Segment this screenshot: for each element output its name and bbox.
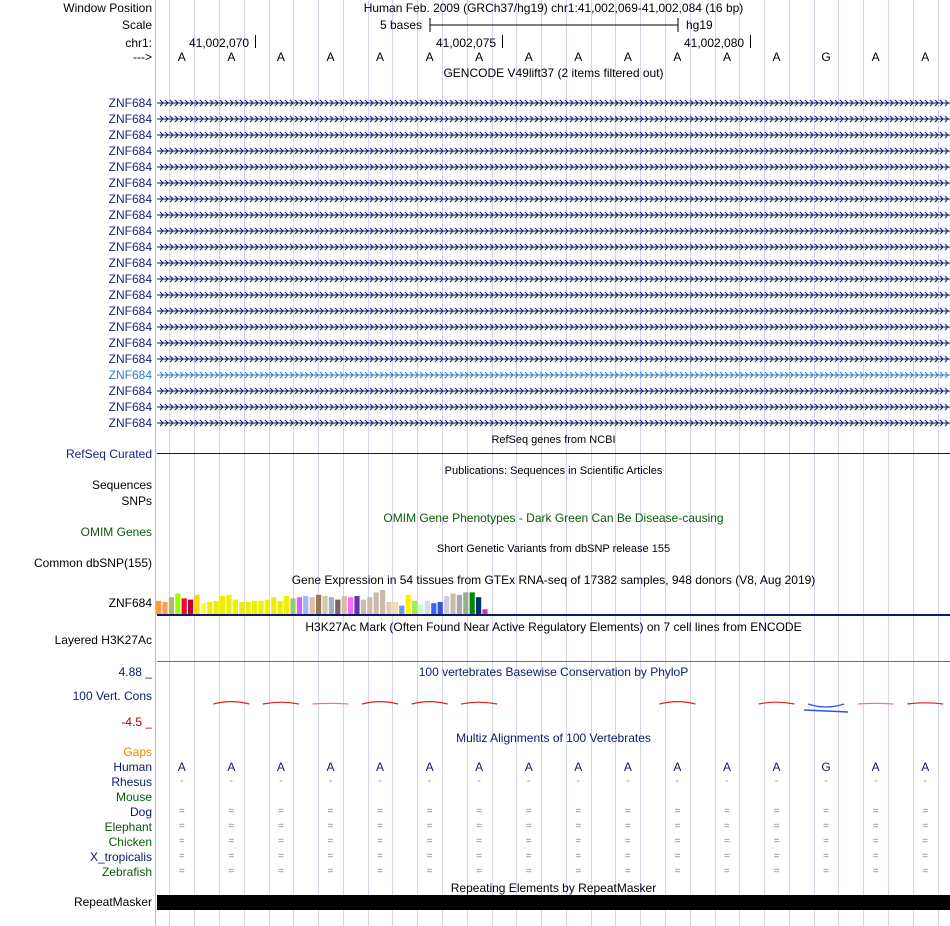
sequence-base: A [276, 50, 285, 64]
gene-model-line[interactable] [157, 146, 950, 156]
gencode-title: GENCODE V49lift37 (2 items filtered out) [443, 66, 664, 80]
alignment-base: A [276, 760, 285, 774]
alignment-mark: = [922, 806, 929, 817]
alignment-mark: = [327, 836, 334, 847]
alignment-mark: = [228, 851, 235, 862]
species-label[interactable]: X_tropicalis [89, 850, 152, 864]
sequence-base: A [177, 50, 186, 64]
ruler-position-3: 41,002,080 [684, 36, 745, 50]
gtex-tissue-bar [470, 592, 475, 614]
alignment-mark: - [873, 776, 878, 787]
gtex-tissue-bar [201, 603, 206, 614]
alignment-base: A [376, 760, 385, 774]
sequence-base: A [722, 50, 731, 64]
gtex-tissue-bar [463, 592, 468, 614]
alignment-base: A [475, 760, 484, 774]
alignment-mark: = [178, 851, 185, 862]
gtex-tissue-bar [393, 602, 398, 614]
conservation-wiggle[interactable] [0, 690, 950, 720]
species-label[interactable]: Elephant [104, 820, 152, 834]
gtex-tissue-bar [207, 602, 212, 614]
gtex-tissue-bar [265, 600, 270, 614]
sequence-base: A [623, 50, 632, 64]
gene-model-line[interactable] [157, 258, 950, 268]
gtex-label[interactable]: ZNF684 [108, 596, 152, 610]
gtex-tissue-bar [290, 598, 295, 614]
gene-model-line[interactable] [157, 322, 950, 332]
refseq-label[interactable]: RefSeq Curated [65, 447, 152, 461]
alignment-mark: = [624, 806, 631, 817]
gene-label[interactable]: ZNF684 [108, 96, 152, 110]
alignment-mark: = [773, 806, 780, 817]
alignment-mark: = [823, 866, 830, 877]
gtex-tissue-bar [335, 600, 340, 614]
alignment-mark: = [426, 866, 433, 877]
refseq-line [157, 453, 950, 454]
gtex-tissue-bar [310, 597, 315, 614]
alignment-base: A [871, 760, 880, 774]
gene-model-line[interactable] [157, 338, 950, 348]
gtex-tissue-bar [169, 597, 174, 614]
gene-label[interactable]: ZNF684 [108, 256, 152, 270]
gene-model-line[interactable] [157, 130, 950, 140]
sequence-base: A [475, 50, 484, 64]
alignment-mark: = [575, 866, 582, 877]
gtex-tissue-bar [271, 597, 276, 614]
alignment-base: A [574, 760, 583, 774]
alignment-mark: = [773, 836, 780, 847]
alignment-mark: = [724, 866, 730, 877]
alignment-mark: - [279, 776, 283, 787]
conservation-title: 100 vertebrates Basewise Conservation by PhyloP [418, 665, 689, 679]
alignment-mark: = [624, 821, 631, 832]
alignment-mark: = [228, 821, 235, 832]
alignment-mark: = [575, 821, 582, 832]
gtex-tissue-bar [438, 602, 443, 614]
alignment-mark: = [277, 806, 284, 817]
gtex-tissue-bar [175, 594, 180, 614]
gene-model-line[interactable] [157, 194, 950, 204]
species-label[interactable]: Dog [129, 805, 152, 819]
scale-assembly: hg19 [686, 18, 713, 32]
gene-model-line[interactable] [157, 386, 950, 396]
alignment-mark: = [525, 836, 532, 847]
species-label[interactable]: Human [113, 760, 152, 774]
scale-bar [428, 16, 680, 34]
alignment-base: G [821, 760, 831, 774]
gene-label[interactable]: ZNF684 [108, 352, 152, 366]
gene-label[interactable]: ZNF684 [108, 304, 152, 318]
sequence-base: A [376, 50, 385, 64]
h3k27ac-label[interactable]: Layered H3K27Ac [54, 633, 152, 647]
conservation-segment [263, 702, 299, 704]
alignment-mark: = [377, 836, 383, 847]
alignment-mark: = [426, 821, 433, 832]
alignment-mark: = [922, 866, 929, 877]
strand-label: ---> [133, 50, 152, 64]
gene-label[interactable]: ZNF684 [108, 176, 152, 190]
gtex-tissue-bar [194, 595, 199, 614]
alignment-mark: = [426, 806, 433, 817]
alignment-mark: = [426, 851, 433, 862]
gtex-tissue-bar [444, 596, 449, 614]
dbsnp-title: Short Genetic Variants from dbSNP release 155 [436, 543, 671, 555]
alignment-mark: = [228, 836, 235, 847]
gtex-tissue-bar [284, 596, 289, 614]
gene-label[interactable]: ZNF684 [108, 224, 152, 238]
ruler-position-1: 41,002,070 [189, 36, 250, 50]
gene-model-line[interactable] [157, 226, 950, 236]
h3k27ac-title: H3K27Ac Mark (Often Found Near Active Regulatory Elements) on 7 cell lines from ENCODE [305, 620, 802, 634]
alignment-mark: = [327, 866, 334, 877]
gene-label[interactable]: ZNF684 [108, 192, 152, 206]
alignment-mark: - [229, 776, 234, 787]
gtex-tissue-bar [322, 596, 327, 614]
alignment-mark: - [378, 776, 382, 787]
gene-model-line[interactable] [157, 370, 950, 380]
publications-title: Publications: Sequences in Scientific Articles [444, 465, 663, 477]
alignment-mark: = [624, 866, 631, 877]
species-label[interactable]: Rhesus [111, 775, 152, 789]
repeatmasker-label[interactable]: RepeatMasker [73, 895, 152, 909]
sequence-base: A [227, 50, 236, 64]
gtex-tissue-bar [246, 602, 251, 614]
gtex-tissue-bar [233, 600, 238, 614]
gtex-tissue-bar [156, 601, 161, 614]
sequence-base: A [772, 50, 781, 64]
alignment-mark: - [923, 776, 927, 787]
alignment-mark: = [872, 851, 879, 862]
alignment-mark: = [327, 821, 334, 832]
scale-label: Scale [121, 18, 152, 32]
gene-label[interactable]: ZNF684 [108, 240, 152, 254]
gtex-tissue-bar [220, 596, 225, 614]
gtex-tissue-bar [450, 594, 455, 614]
gene-label[interactable]: ZNF684 [108, 384, 152, 398]
gtex-tissue-bar [348, 597, 353, 614]
alignment-mark: = [178, 866, 185, 877]
alignment-base: A [921, 760, 930, 774]
alignment-mark: = [823, 851, 830, 862]
alignment-mark: = [525, 821, 532, 832]
alignment-mark: = [674, 851, 681, 862]
gtex-tissue-bar [188, 600, 193, 614]
alignment-mark: = [476, 866, 483, 877]
alignment-mark: = [228, 866, 235, 877]
conservation-label[interactable]: 100 Vert. Cons [72, 689, 152, 703]
alignment-mark: = [377, 806, 383, 817]
gtex-tissue-bar [252, 601, 257, 614]
alignment-mark: = [624, 836, 631, 847]
gtex-tissue-bar [303, 596, 308, 614]
omim-label[interactable]: OMIM Genes [80, 525, 152, 539]
alignment-base: A [772, 760, 781, 774]
alignment-mark: = [178, 806, 185, 817]
gene-model-line[interactable] [157, 274, 950, 284]
window-position-label: Window Position [63, 1, 152, 15]
gtex-tissue-bar [214, 601, 219, 614]
alignment-mark: = [377, 851, 383, 862]
gtex-tissue-bar [425, 601, 430, 614]
alignment-mark: - [824, 776, 828, 787]
alignment-mark: - [180, 776, 184, 787]
alignment-mark: - [725, 776, 729, 787]
alignment-base: A [623, 760, 632, 774]
alignment-base: A [524, 760, 533, 774]
alignment-mark: = [277, 836, 284, 847]
conservation-segment [759, 702, 795, 704]
gtex-tissue-bar [342, 596, 347, 614]
conservation-segment [362, 702, 398, 704]
gaps-label: Gaps [123, 745, 152, 759]
gtex-tissue-bar [162, 602, 167, 614]
ruler-ticks [0, 34, 950, 50]
chrom-label: chr1: [125, 36, 152, 50]
gtex-tissue-bar [386, 602, 391, 614]
alignment-mark: = [525, 806, 532, 817]
gtex-tissue-bar [406, 595, 411, 614]
alignment-mark: = [277, 866, 284, 877]
alignment-mark: = [872, 866, 879, 877]
gtex-tissue-bar [182, 598, 187, 614]
gtex-tissue-bar [316, 595, 321, 614]
gene-label[interactable]: ZNF684 [108, 160, 152, 174]
alignment-mark: = [377, 866, 383, 877]
gtex-tissue-bar [239, 602, 244, 614]
species-label[interactable]: Mouse [115, 790, 152, 804]
alignment-mark: = [426, 836, 433, 847]
alignment-mark: = [724, 821, 730, 832]
alignment-mark: = [277, 821, 284, 832]
alignment-mark: = [922, 821, 929, 832]
gene-model-line[interactable] [157, 402, 950, 412]
alignment-mark: - [477, 776, 481, 787]
alignment-mark: = [277, 851, 284, 862]
gtex-tissue-bar [329, 597, 334, 614]
conservation-segment [804, 710, 848, 712]
alignment-mark: - [328, 776, 333, 787]
snps-label[interactable]: SNPs [121, 494, 152, 508]
alignment-mark: = [823, 821, 830, 832]
alignment-mark: = [327, 806, 334, 817]
gene-model-line[interactable] [157, 114, 950, 124]
gtex-tissue-bar [457, 595, 462, 614]
gtex-tissue-bar [380, 590, 385, 614]
gtex-tissue-bar [431, 603, 436, 614]
alignment-mark: - [774, 776, 779, 787]
gene-label[interactable]: ZNF684 [108, 288, 152, 302]
alignment-mark: = [476, 851, 483, 862]
alignment-mark: = [575, 806, 582, 817]
alignment-mark: - [675, 776, 680, 787]
gene-model-line[interactable] [157, 242, 950, 252]
conservation-segment [213, 702, 249, 704]
gtex-tissue-bar [399, 606, 404, 614]
sequence-base: A [921, 50, 930, 64]
alignment-mark: = [823, 836, 830, 847]
gtex-baseline [157, 614, 950, 616]
gtex-tissue-bar [226, 595, 231, 614]
gene-model-line[interactable] [157, 418, 950, 428]
repeatmasker-block[interactable] [157, 895, 950, 910]
alignment-mark: = [178, 836, 185, 847]
alignment-mark: = [872, 821, 879, 832]
alignment-mark: = [922, 836, 929, 847]
cons-min-label: -4.5 _ [121, 715, 152, 729]
refseq-title: RefSeq genes from NCBI [491, 434, 616, 446]
alignment-mark: - [527, 776, 531, 787]
alignment-mark: = [327, 851, 334, 862]
alignment-mark: = [674, 821, 681, 832]
multiz-title: Multiz Alignments of 100 Vertebrates [456, 731, 651, 745]
repeatmasker-title: Repeating Elements by RepeatMasker [450, 881, 657, 895]
gtex-tissue-bar [476, 597, 481, 614]
alignment-mark: = [724, 836, 730, 847]
alignment-mark: = [724, 851, 730, 862]
alignment-mark: = [525, 866, 532, 877]
alignment-mark: - [576, 776, 580, 787]
sequence-base: A [326, 50, 335, 64]
gene-label[interactable]: ZNF684 [108, 112, 152, 126]
alignment-mark: = [674, 806, 681, 817]
gene-model-line[interactable] [157, 210, 950, 220]
gene-model-line[interactable] [157, 98, 950, 108]
alignment-mark: = [178, 821, 185, 832]
gtex-tissue-bar [278, 601, 283, 614]
conservation-segment [461, 702, 497, 704]
gene-model-line[interactable] [157, 178, 950, 188]
gene-label[interactable]: ZNF684 [108, 272, 152, 286]
gtex-tissue-bar [412, 601, 417, 614]
sequence-base: A [871, 50, 880, 64]
conservation-segment [659, 702, 695, 704]
sequence-base: A [524, 50, 533, 64]
gene-label[interactable]: ZNF684 [108, 416, 152, 430]
gene-label[interactable]: ZNF684 [108, 320, 152, 334]
gtex-tissue-bar [258, 601, 263, 614]
alignment-mark: - [626, 776, 630, 787]
h3k27ac-separator [157, 661, 950, 662]
conservation-segment [858, 703, 894, 704]
ruler-position-2: 41,002,075 [436, 36, 497, 50]
alignment-mark: = [872, 806, 879, 817]
alignment-mark: = [228, 806, 235, 817]
alignment-mark: = [575, 851, 582, 862]
alignment-mark: = [575, 836, 582, 847]
gtex-tissue-bar [354, 596, 359, 614]
gtex-tissue-bar [418, 604, 423, 614]
species-label[interactable]: Chicken [108, 835, 152, 849]
cons-max-label: 4.88 _ [118, 665, 152, 679]
scale-bases-text: 5 bases [380, 18, 423, 32]
gtex-tissue-bar [367, 597, 372, 614]
alignment-mark: = [872, 836, 879, 847]
sequence-base: G [821, 50, 831, 64]
omim-title: OMIM Gene Phenotypes - Dark Green Can Be Disease-causing [383, 511, 724, 525]
alignment-base: A [177, 760, 186, 774]
gene-model-line[interactable] [157, 306, 950, 316]
gene-label[interactable]: ZNF684 [108, 144, 152, 158]
species-label[interactable]: Zebrafish [101, 865, 152, 879]
alignment-mark: = [377, 821, 383, 832]
alignment-mark: = [476, 806, 483, 817]
alignment-mark: = [674, 866, 681, 877]
gene-model-line[interactable] [157, 290, 950, 300]
conservation-segment [412, 702, 448, 704]
alignment-mark: = [525, 851, 532, 862]
gtex-tissue-bar [361, 600, 366, 614]
gene-label[interactable]: ZNF684 [108, 208, 152, 222]
gene-label[interactable]: ZNF684 [108, 128, 152, 142]
alignment-mark: = [476, 836, 483, 847]
gtex-tissue-bar [297, 597, 302, 614]
alignment-mark: = [476, 821, 483, 832]
sequence-base: A [574, 50, 583, 64]
gene-label[interactable]: ZNF684 [108, 400, 152, 414]
gtex-tissue-bar [374, 592, 379, 614]
alignment-base: A [227, 760, 236, 774]
conservation-segment [907, 703, 943, 704]
conservation-segment [808, 704, 844, 707]
alignment-mark: = [922, 851, 929, 862]
gtex-bar-chart[interactable] [155, 586, 950, 614]
sequence-base: A [425, 50, 434, 64]
alignment-base: A [326, 760, 335, 774]
conservation-segment [312, 703, 348, 704]
gene-label[interactable]: ZNF684 [108, 336, 152, 350]
alignment-mark: = [773, 821, 780, 832]
dbsnp-label[interactable]: Common dbSNP(155) [33, 556, 152, 570]
alignment-base: A [673, 760, 682, 774]
alignment-mark: = [674, 836, 681, 847]
alignment-mark: = [823, 806, 830, 817]
alignment-mark: = [773, 866, 780, 877]
publications-label[interactable]: Sequences [91, 478, 152, 492]
alignment-base: A [722, 760, 731, 774]
gene-model-line[interactable] [157, 354, 950, 364]
alignment-mark: = [624, 851, 631, 862]
sequence-base: A [673, 50, 682, 64]
gene-model-line[interactable] [157, 162, 950, 172]
alignment-mark: = [724, 806, 730, 817]
alignment-mark: = [773, 851, 780, 862]
gtex-title: Gene Expression in 54 tissues from GTEx RNA-seq of 17382 samples, 948 donors (V8, Aug 2019) [291, 573, 816, 587]
window-position-value: Human Feb. 2009 (GRCh37/hg19) chr1:41,002,069-41,002,084 (16 bp) [363, 1, 744, 15]
gene-label[interactable]: ZNF684 [108, 368, 152, 382]
alignment-mark: - [427, 776, 432, 787]
alignment-base: A [425, 760, 434, 774]
